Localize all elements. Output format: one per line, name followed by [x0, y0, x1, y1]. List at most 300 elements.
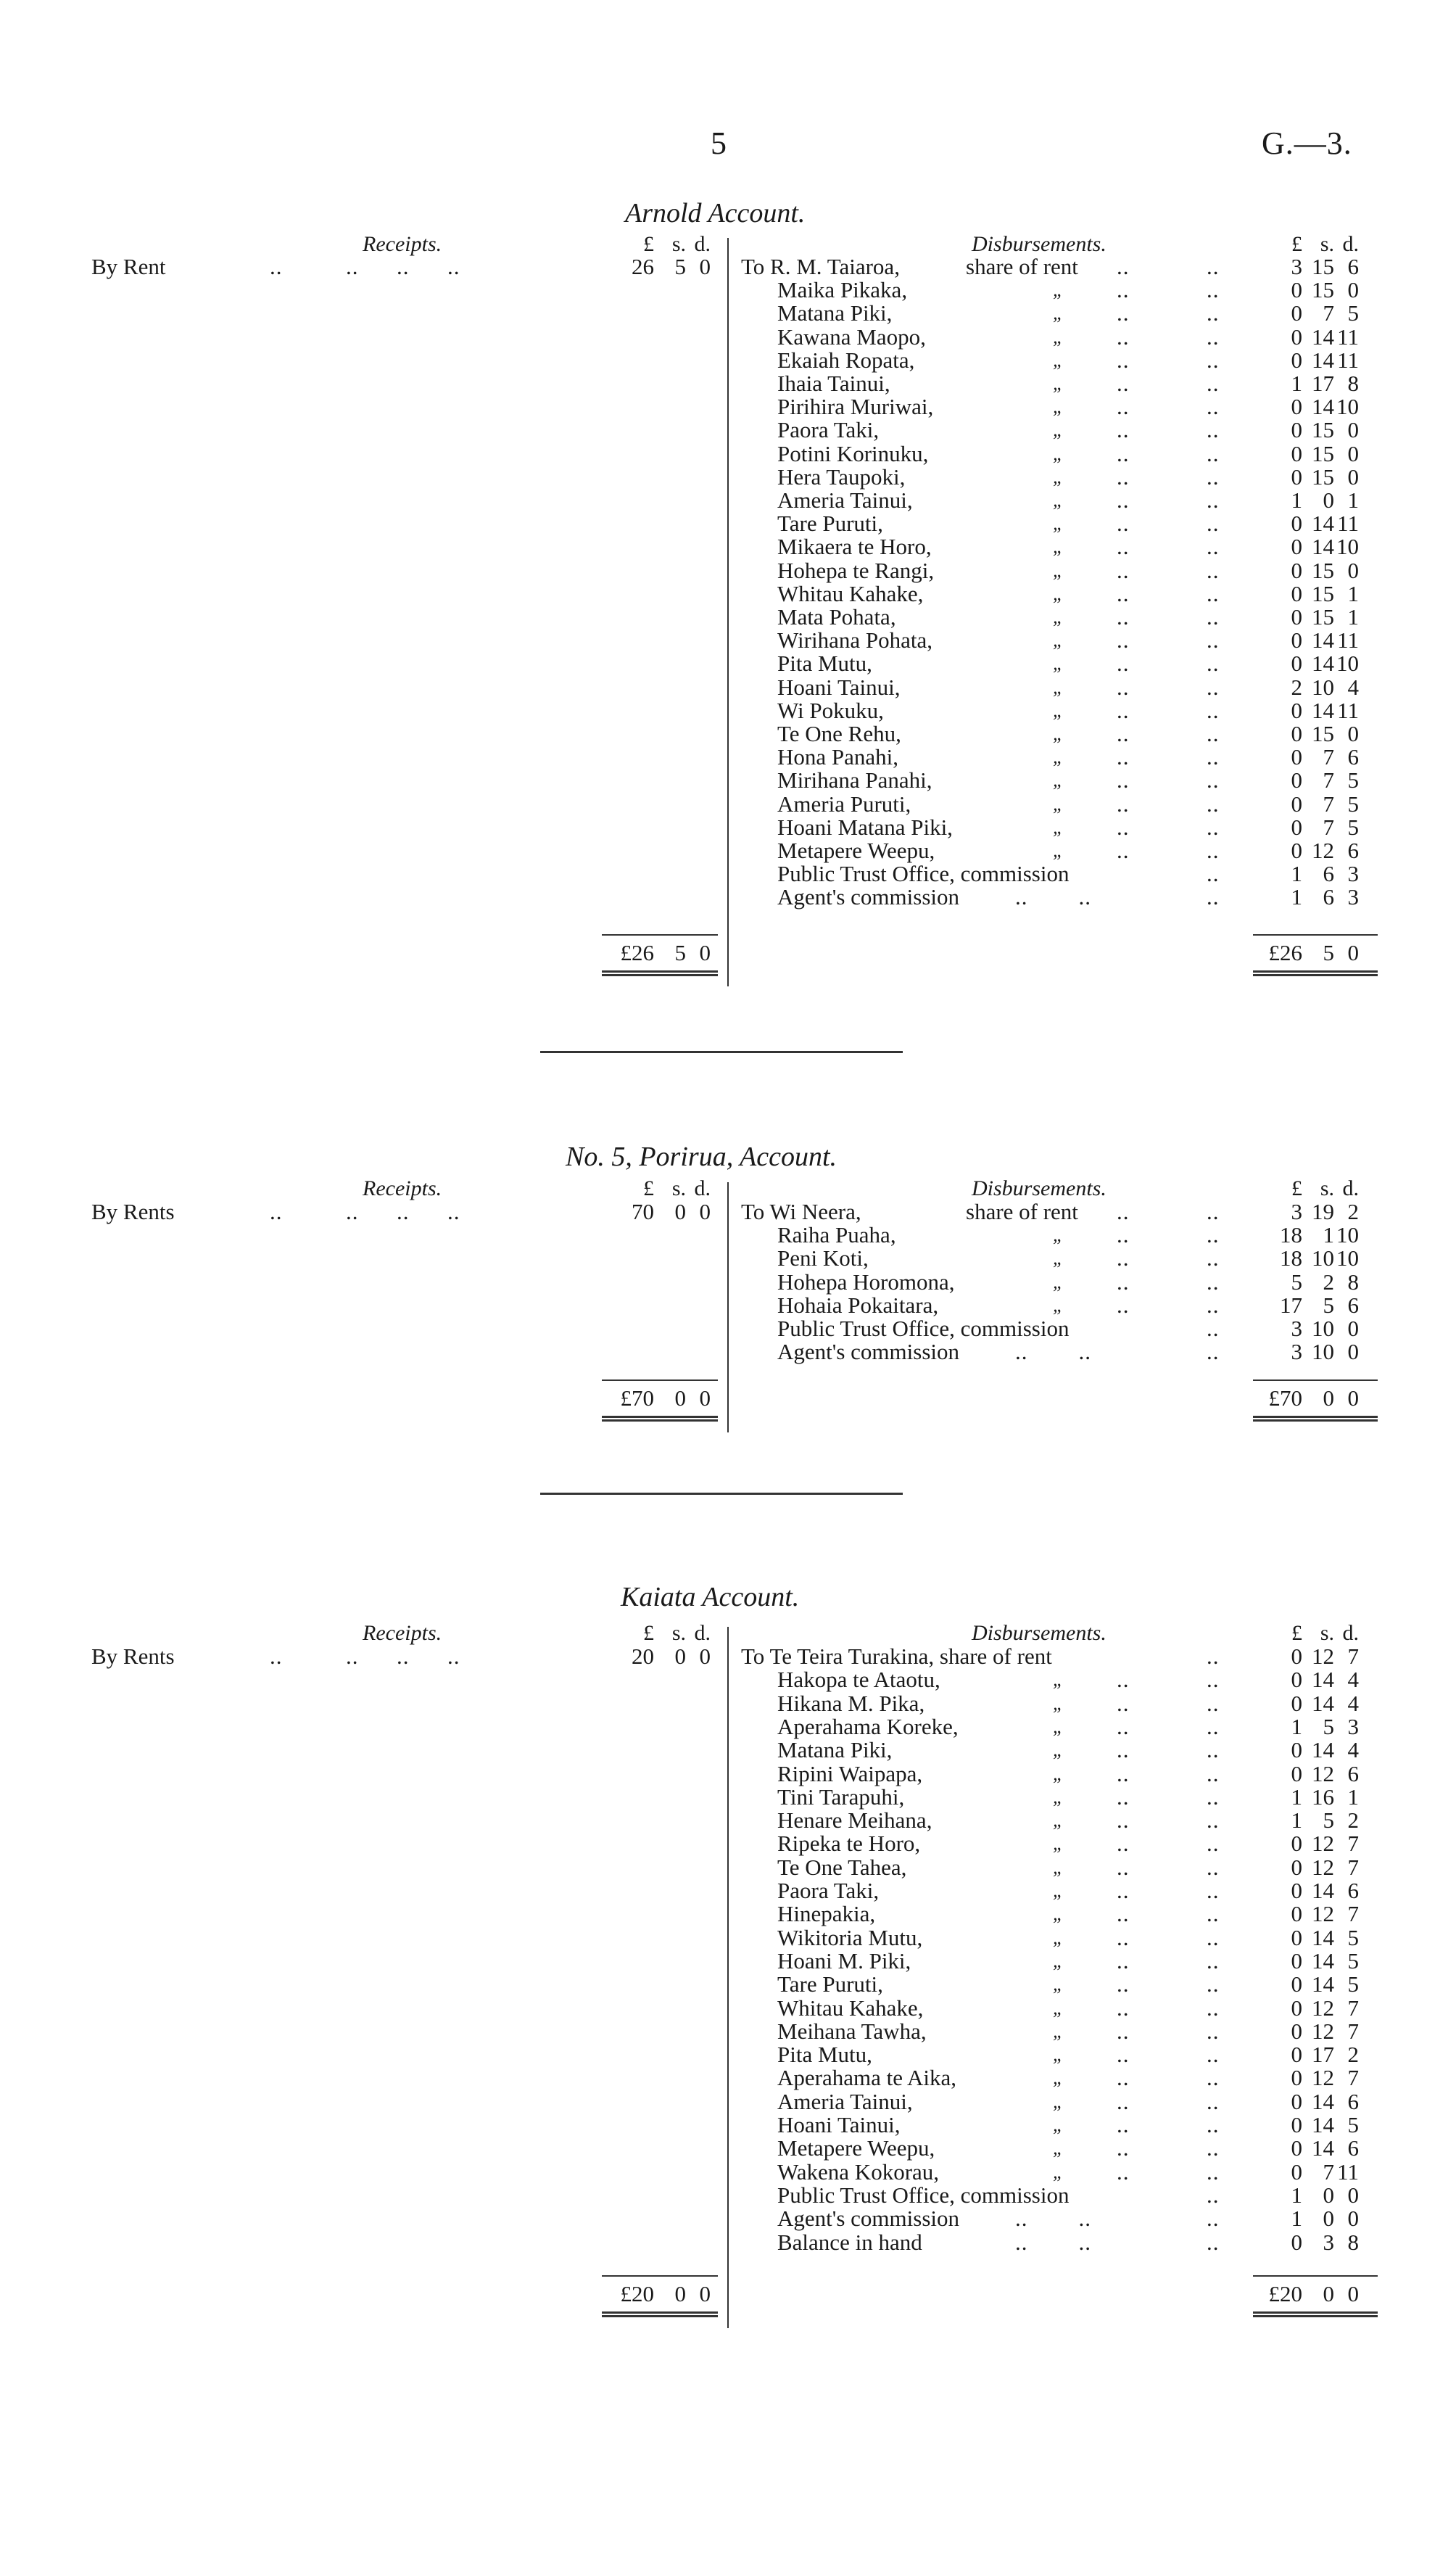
disbursement-row — [0, 1762, 1456, 1786]
leader-dots: .. — [1117, 580, 1130, 606]
pence: 7 — [1347, 2065, 1359, 2091]
shillings: 7 — [1323, 2158, 1334, 2185]
shillings: 15 — [1312, 440, 1334, 466]
payee-name: Wikitoria Mutu, — [777, 1924, 923, 1950]
pence: 0 — [1347, 440, 1359, 466]
leader-dots: .. — [1117, 767, 1130, 793]
disbursement-amount — [1269, 418, 1359, 442]
leader-dots: .. — [1207, 1924, 1220, 1950]
payee-name: Hoani Tainui, — [777, 674, 901, 700]
leader-dots: .. — [1117, 277, 1130, 303]
pounds: 0 — [1291, 440, 1302, 466]
currency-unit: s. — [1320, 1176, 1334, 1200]
leader-dots: .. — [1207, 1199, 1220, 1224]
shillings: 5 — [1323, 1713, 1334, 1739]
currency-unit: £ — [643, 1621, 654, 1645]
receipts-header: Receipts. — [363, 1621, 442, 1645]
disbursement-amount — [1269, 2184, 1359, 2207]
pence: 1 — [1347, 604, 1359, 630]
leader-dots: .. — [1117, 440, 1130, 466]
disbursement-row — [0, 323, 1456, 350]
disbursement-amount — [1269, 1294, 1359, 1317]
leader-dots: .. — [1117, 838, 1130, 863]
pounds: 0 — [1291, 627, 1302, 653]
leader-dots: .. — [1117, 2112, 1130, 2137]
leader-dots: .. — [1207, 1292, 1220, 1318]
currency-unit: £ — [1291, 232, 1302, 256]
leader-dots: .. — [1207, 371, 1220, 396]
currency-unit: s. — [671, 1621, 686, 1645]
pounds: 0 — [1291, 814, 1302, 840]
pounds: 0 — [1291, 323, 1302, 350]
ditto-mark: „ — [1053, 2114, 1064, 2135]
disbursement-row — [0, 1947, 1456, 1973]
disbursement-row — [0, 1224, 1456, 1247]
disbursement-amount — [1269, 395, 1359, 418]
disbursement-row — [0, 255, 1456, 279]
disbursement-row — [0, 1271, 1456, 1294]
ditto-mark: „ — [1053, 1692, 1064, 1714]
pence: 0 — [699, 1643, 711, 1669]
pounds: 18 — [1280, 1222, 1302, 1248]
leader-dots: .. — [1207, 1713, 1220, 1739]
payee-name: Ihaia Tainui, — [777, 371, 890, 396]
disbursements-total-double-rule — [1253, 970, 1378, 976]
leader-dots: .. — [1117, 1783, 1130, 1810]
payee-name: Hakopa te Ataotu, — [777, 1667, 940, 1693]
pounds: 0 — [1291, 1924, 1302, 1950]
leader-dots: .. — [1207, 487, 1220, 513]
leader-dots: .. — [1117, 2018, 1130, 2044]
pence: 5 — [1347, 767, 1359, 793]
shillings: 15 — [1312, 463, 1334, 490]
leader-dots: .. — [1207, 721, 1220, 746]
disbursement-row — [0, 652, 1456, 675]
leader-dots: .. — [1117, 1901, 1130, 1927]
disbursement-amount — [1269, 1224, 1359, 1247]
receipts-total-amount — [609, 2281, 711, 2307]
disbursement-amount — [1269, 793, 1359, 816]
pence: 7 — [1347, 1643, 1359, 1669]
disbursements-header: Disbursements. — [972, 1176, 1107, 1200]
pounds: 0 — [1291, 1667, 1302, 1693]
pence: 4 — [1347, 674, 1359, 700]
ditto-mark: „ — [1053, 699, 1064, 721]
pounds: £20 — [620, 2281, 654, 2306]
disbursement-row — [0, 1926, 1456, 1950]
leader-dots: .. — [1207, 394, 1220, 420]
disbursement-row — [0, 1317, 1456, 1340]
shillings: 10 — [1312, 1316, 1334, 1341]
shillings: 14 — [1312, 1947, 1334, 1973]
leader-dots: .. — [1207, 1995, 1220, 2021]
pence: 6 — [1347, 1292, 1359, 1318]
ditto-mark: „ — [1053, 2090, 1064, 2112]
disbursements-total-rule — [1253, 934, 1378, 936]
disbursement-row — [0, 2158, 1456, 2185]
ditto-mark: „ — [1053, 1880, 1064, 1901]
payee-name: To Te Teira Turakina, share of rent — [741, 1643, 1052, 1669]
leader-dots: .. — [1117, 627, 1130, 653]
pounds: 1 — [1291, 487, 1302, 513]
leader-dots: .. — [1117, 1222, 1130, 1248]
leader-dots: .. — [1207, 534, 1220, 560]
leader-dots: .. — [1207, 1854, 1220, 1880]
leader-dots: .. — [1207, 674, 1220, 700]
ditto-mark: „ — [1053, 1926, 1064, 1948]
leader-dots: .. — [1117, 1690, 1130, 1716]
disbursement-amount — [1269, 2043, 1359, 2066]
payee-name: Ameria Puruti, — [777, 791, 911, 817]
payee-name: Tare Puruti, — [777, 1971, 883, 1997]
disbursements-total-amount — [1256, 2281, 1359, 2307]
pounds: 1 — [1291, 884, 1302, 910]
disbursement-amount — [1269, 323, 1359, 350]
leader-dots: .. — [1207, 2088, 1220, 2114]
pence: 5 — [1347, 1947, 1359, 1973]
pounds: 0 — [1291, 791, 1302, 817]
currency-unit: d. — [694, 1176, 711, 1200]
leader-dots: .. — [1207, 627, 1220, 653]
shillings: 14 — [1312, 323, 1334, 350]
pounds: £26 — [620, 940, 654, 965]
receipt-label: By Rent — [91, 254, 166, 279]
currency-unit: d. — [1342, 1621, 1359, 1645]
shillings: 12 — [1312, 2065, 1334, 2091]
shillings: 5 — [674, 254, 686, 279]
shillings: 14 — [1312, 2135, 1334, 2161]
shillings: 14 — [1312, 1737, 1334, 1763]
pence: 8 — [1347, 2229, 1359, 2255]
leader-dots: .. — [1207, 2042, 1220, 2068]
leader-dots: .. — [1207, 767, 1220, 793]
shillings: 19 — [1312, 1199, 1334, 1224]
ditto-mark: „ — [1053, 396, 1064, 418]
pounds: 5 — [1291, 1269, 1302, 1295]
ditto-mark: „ — [1053, 1247, 1064, 1269]
shillings: 5 — [1323, 1807, 1334, 1834]
payee-name: Mata Pohata, — [777, 604, 896, 630]
shillings: 14 — [1312, 1667, 1334, 1693]
leader-dots: .. — [1117, 1760, 1130, 1786]
shillings: 1 — [1323, 1222, 1334, 1248]
receipts-header: Receipts. — [363, 232, 442, 256]
payee-name: Matana Piki, — [777, 1737, 893, 1763]
disbursement-row — [0, 1668, 1456, 1691]
receipts-total-double-rule — [602, 1416, 718, 1422]
payee-name: Wakena Kokorau, — [777, 2158, 940, 2185]
shillings: 15 — [1312, 277, 1334, 303]
pence: 5 — [1347, 1924, 1359, 1950]
shillings: 15 — [1312, 580, 1334, 606]
disbursement-row — [0, 746, 1456, 769]
ditto-mark: „ — [1053, 349, 1064, 371]
leader-dots: .. — [1207, 2112, 1220, 2137]
disbursement-row — [0, 1832, 1456, 1855]
disbursement-amount — [1269, 512, 1359, 535]
disbursement-row — [0, 2066, 1456, 2090]
ditto-mark: „ — [1053, 466, 1064, 487]
pence: 0 — [699, 2281, 711, 2306]
disbursement-row — [0, 699, 1456, 722]
leader-dots: .. — [1117, 1245, 1130, 1271]
pounds: 0 — [1291, 557, 1302, 583]
shillings: 10 — [1312, 1245, 1334, 1271]
disbursement-amount — [1269, 746, 1359, 769]
shillings: 0 — [1323, 2206, 1334, 2232]
shillings: 7 — [1323, 791, 1334, 817]
pounds: 0 — [1291, 1971, 1302, 1997]
pence: 7 — [1347, 1901, 1359, 1927]
payee-name: Whitau Kahake, — [777, 580, 924, 606]
leader-dots: .. — [1117, 487, 1130, 513]
pounds: £70 — [620, 1385, 654, 1411]
pence: 1 — [1347, 487, 1359, 513]
disbursement-row — [0, 349, 1456, 372]
pence: 6 — [1347, 1760, 1359, 1786]
shillings: 7 — [1323, 300, 1334, 326]
leader-dots: .. — [1207, 347, 1220, 373]
pence: 11 — [1337, 323, 1359, 350]
ditto-mark: „ — [1053, 419, 1064, 441]
shillings: 5 — [674, 940, 686, 965]
disbursements-total-rule — [1253, 2275, 1378, 2277]
ditto-mark: „ — [1053, 490, 1064, 511]
disbursement-row — [0, 1973, 1456, 1996]
disbursement-amount — [1269, 349, 1359, 372]
leader-dots: .. — [1117, 2042, 1130, 2068]
pounds: 0 — [1291, 1643, 1302, 1669]
disbursement-amount — [1269, 442, 1359, 466]
ditto-mark: „ — [1053, 1762, 1064, 1784]
disbursement-row — [0, 1294, 1456, 1317]
leader-dots: .. — [1117, 463, 1130, 490]
disbursement-amount — [1269, 279, 1359, 302]
pence: 11 — [1337, 2158, 1359, 2185]
leader-dots: .. — [1117, 1199, 1130, 1224]
leader-dots: .. — [1117, 1269, 1130, 1295]
payee-name: Meihana Tawha, — [777, 2018, 927, 2044]
leader-dots: .. — [1207, 1269, 1220, 1295]
pounds: 0 — [1291, 2135, 1302, 2161]
payee-name: Public Trust Office, commission — [777, 1316, 1070, 1341]
disbursement-amount — [1269, 2113, 1359, 2137]
pence: 5 — [1347, 300, 1359, 326]
ditto-mark: „ — [1053, 1224, 1064, 1246]
ditto-mark: „ — [1053, 1786, 1064, 1807]
pence: 0 — [1347, 2182, 1359, 2208]
disbursements-currency-header — [1269, 1621, 1359, 1646]
ditto-mark: „ — [1053, 1833, 1064, 1855]
shillings: 0 — [674, 1199, 686, 1224]
shillings: 14 — [1312, 2088, 1334, 2114]
leader-dots: .. — [1117, 1713, 1130, 1739]
payee-name: Paora Taki, — [777, 1878, 880, 1903]
ditto-mark: „ — [1053, 326, 1064, 347]
disbursement-row — [0, 676, 1456, 699]
pence: 0 — [699, 1385, 711, 1411]
shillings: 12 — [1312, 1901, 1334, 1927]
shillings: 10 — [1312, 674, 1334, 700]
disbursement-row — [0, 606, 1456, 629]
disbursement-amount — [1269, 816, 1359, 839]
shillings: 17 — [1312, 2042, 1334, 2068]
ditto-mark: „ — [1053, 630, 1064, 651]
receipts-total-double-rule — [602, 2311, 718, 2317]
pence: 11 — [1337, 697, 1359, 723]
pence: 4 — [1347, 1667, 1359, 1693]
payee-name: Metapere Weepu, — [777, 2135, 935, 2161]
pounds: 0 — [1291, 1854, 1302, 1880]
disbursement-row — [0, 1692, 1456, 1715]
disbursements-header: Disbursements. — [972, 1621, 1107, 1645]
pounds: 0 — [1291, 463, 1302, 490]
pence: 7 — [1347, 1995, 1359, 2021]
pence: 0 — [1347, 1316, 1359, 1341]
shillings: 14 — [1312, 1690, 1334, 1716]
ditto-mark: „ — [1053, 1997, 1064, 2018]
payee-name: To Wi Neera, — [741, 1199, 861, 1224]
pence: 0 — [699, 254, 711, 279]
pence: 3 — [1347, 861, 1359, 887]
leader-dots: .. — [1207, 1947, 1220, 1973]
shillings: 14 — [1312, 534, 1334, 560]
shillings: 7 — [1323, 767, 1334, 793]
pence: 0 — [1347, 277, 1359, 303]
payee-name: Hohepa te Rangi, — [777, 557, 935, 583]
disbursement-row — [0, 1783, 1456, 1810]
payee-name: Hera Taupoki, — [777, 463, 906, 490]
disbursement-amount — [1269, 2090, 1359, 2113]
disbursement-amount — [1269, 2207, 1359, 2230]
payee-name: Hinepakia, — [777, 1901, 876, 1927]
shillings: 14 — [1312, 394, 1334, 420]
pounds: 0 — [1291, 2042, 1302, 2068]
ditto-mark: „ — [1053, 1739, 1064, 1761]
shillings: 14 — [1312, 347, 1334, 373]
disbursement-row — [0, 582, 1456, 606]
shillings: 10 — [1312, 1339, 1334, 1365]
pounds: 1 — [1291, 1783, 1302, 1810]
pounds: 0 — [1291, 604, 1302, 630]
leader-dots: .. — [1117, 744, 1130, 770]
leader-dots: .. — [1207, 791, 1220, 817]
pence: 10 — [1336, 1222, 1359, 1248]
pence: 10 — [1336, 394, 1359, 420]
pence: 0 — [1347, 417, 1359, 443]
shillings: 12 — [1312, 1995, 1334, 2021]
ditto-mark: „ — [1053, 1973, 1064, 1995]
pounds: 0 — [1291, 347, 1302, 373]
disbursement-row — [0, 1739, 1456, 1762]
pounds: 0 — [1291, 1760, 1302, 1786]
pounds: 0 — [1291, 721, 1302, 746]
disbursement-amount — [1269, 535, 1359, 558]
pounds: 3 — [1291, 254, 1302, 279]
disbursement-amount — [1269, 1247, 1359, 1270]
currency-unit: d. — [1342, 1176, 1359, 1200]
leader-dots: .. — [1117, 534, 1130, 560]
pence: 6 — [1347, 1878, 1359, 1903]
disbursement-amount — [1269, 839, 1359, 862]
pence: 1 — [1347, 1783, 1359, 1810]
page-number: 5 — [711, 125, 727, 161]
payee-name: Public Trust Office, commission — [777, 861, 1070, 887]
leader-dots: .. — [1117, 674, 1130, 700]
payee-name: Ameria Tainui, — [777, 487, 913, 513]
ditto-mark: „ — [1053, 2044, 1064, 2066]
leader-dots: .. — [1207, 651, 1220, 677]
disbursement-amount — [1269, 2066, 1359, 2090]
disbursement-amount — [1269, 1317, 1359, 1340]
account-title: No. 5, Porirua, Account. — [566, 1142, 837, 1172]
shillings: 5 — [1323, 1292, 1334, 1318]
payee-name: Mikaera te Horo, — [777, 534, 932, 560]
disbursement-row — [0, 442, 1456, 466]
ditto-mark: „ — [1053, 1810, 1064, 1831]
share-note: share of rent — [966, 1199, 1078, 1224]
disbursement-amount — [1269, 1692, 1359, 1715]
payee-name: Ripini Waipapa, — [777, 1760, 923, 1786]
disbursement-amount — [1269, 676, 1359, 699]
leader-dots: .. — [1117, 1807, 1130, 1834]
shillings: 6 — [1323, 884, 1334, 910]
pence: 0 — [1347, 940, 1359, 965]
shillings: 12 — [1312, 1831, 1334, 1857]
ditto-mark: „ — [1053, 536, 1064, 558]
disbursement-amount — [1269, 2231, 1359, 2254]
payee-name: Hona Panahi, — [777, 744, 899, 770]
disbursement-row — [0, 418, 1456, 442]
disbursement-amount — [1269, 1645, 1359, 1668]
leader-dots: .. — [1207, 1878, 1220, 1903]
disbursement-row — [0, 1879, 1456, 1902]
ditto-mark: „ — [1053, 1294, 1064, 1316]
pounds: 0 — [1291, 2112, 1302, 2137]
disbursement-amount — [1269, 2020, 1359, 2043]
leader-dots: .. — [1207, 440, 1220, 466]
disbursements-total-double-rule — [1253, 2311, 1378, 2317]
pence: 0 — [1347, 721, 1359, 746]
pence: 10 — [1336, 651, 1359, 677]
disbursement-row — [0, 2207, 1456, 2230]
payee-name: Raiha Puaha, — [777, 1222, 896, 1248]
disbursements-currency-header — [1269, 232, 1359, 257]
shillings: 0 — [674, 2281, 686, 2306]
pounds: 1 — [1291, 2182, 1302, 2208]
pence: 1 — [1347, 580, 1359, 606]
disbursement-row — [0, 722, 1456, 746]
disbursement-row — [0, 1247, 1456, 1270]
pence: 6 — [1347, 744, 1359, 770]
disbursement-row — [0, 839, 1456, 862]
shillings: 12 — [1312, 1854, 1334, 1880]
leader-dots: .. — [1207, 1971, 1220, 1997]
shillings: 14 — [1312, 627, 1334, 653]
disbursement-row — [0, 302, 1456, 325]
pounds: 3 — [1291, 1339, 1302, 1365]
disbursement-row — [0, 559, 1456, 582]
ditto-mark: „ — [1053, 653, 1064, 675]
disbursement-row — [0, 2184, 1456, 2207]
shillings: 14 — [1312, 1878, 1334, 1903]
ditto-mark: „ — [1053, 2137, 1064, 2159]
disbursement-row — [0, 1715, 1456, 1739]
disbursement-row — [0, 1809, 1456, 1832]
pence: 6 — [1347, 2135, 1359, 2161]
disbursement-amount — [1269, 255, 1359, 279]
leader-dots: .. — [1207, 463, 1220, 490]
